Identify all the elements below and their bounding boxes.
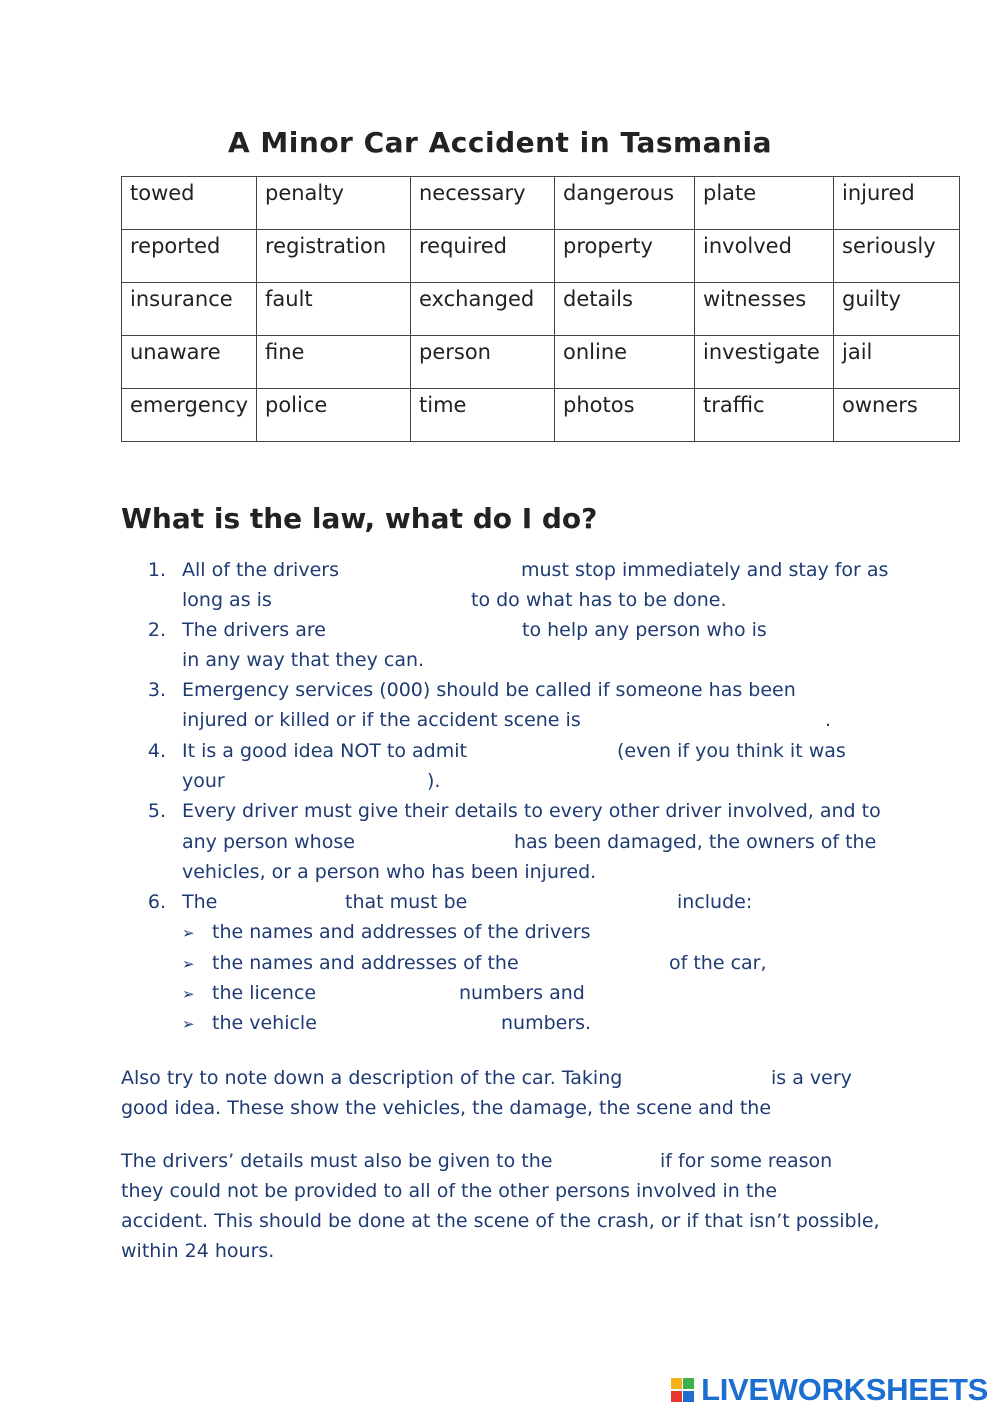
word-bank-cell: necessary [411, 177, 555, 230]
arrowhead-bullet-icon: ➢ [182, 985, 195, 1003]
item-text: long as is [182, 589, 272, 611]
bullet-text: the vehicle [212, 1012, 317, 1034]
word-bank-cell: plate [695, 177, 834, 230]
word-bank-table [121, 176, 960, 442]
arrowhead-bullet-icon: ➢ [182, 1015, 195, 1033]
item-text: All of the drivers [182, 559, 339, 581]
item-text: It is a good idea NOT to admit [182, 740, 467, 762]
item-text: in any way that they can. [182, 649, 425, 671]
item-text: Every driver must give their details to every other driver involved, and to [182, 800, 881, 822]
bullet-text: numbers and [459, 982, 585, 1004]
bullet-text: the names and addresses of the [212, 952, 519, 974]
item-text: has been damaged, the owners of the [514, 831, 877, 853]
word-bank-cell: property [555, 230, 695, 283]
word-bank-row [122, 177, 960, 230]
word-bank-cell: photos [555, 389, 695, 442]
bullet-text: the names and addresses of the drivers [212, 921, 591, 943]
word-bank-cell: witnesses [695, 283, 834, 336]
word-bank-cell: emergency [122, 389, 257, 442]
item-text: The [182, 891, 218, 913]
item-text: that must be [345, 891, 468, 913]
word-bank-cell: guilty [834, 283, 960, 336]
item-text: to help any person who is [522, 619, 767, 641]
paragraph-text: they could not be provided to all of the other persons involved in the [121, 1180, 778, 1202]
word-bank-cell: details [555, 283, 695, 336]
word-bank-cell: police [257, 389, 411, 442]
word-bank-cell: owners [834, 389, 960, 442]
word-bank-cell: time [411, 389, 555, 442]
word-bank-cell: jail [834, 336, 960, 389]
liveworksheets-logo-icon [671, 1377, 697, 1403]
word-bank-cell: online [555, 336, 695, 389]
item-number: 1. [147, 559, 166, 581]
word-bank-cell: unaware [122, 336, 257, 389]
item-number: 4. [147, 740, 166, 762]
item-text: vehicles, or a person who has been injured. [182, 861, 597, 883]
word-bank-cell: fine [257, 336, 411, 389]
paragraph-text: within 24 hours. [121, 1240, 275, 1262]
bullet-text: numbers. [501, 1012, 592, 1034]
paragraph-text: Also try to note down a description of the car. Taking [121, 1067, 623, 1089]
paragraph-text: accident. This should be done at the scene of the crash, or if that isn’t possible, [121, 1210, 880, 1232]
word-bank-cell: insurance [122, 283, 257, 336]
paragraph-text: good idea. These show the vehicles, the damage, the scene and the [121, 1097, 772, 1119]
word-bank-cell: traffic [695, 389, 834, 442]
worksheet-title: A Minor Car Accident in Tasmania [228, 126, 772, 159]
word-bank-cell: towed [122, 177, 257, 230]
item-text: ). [427, 770, 441, 792]
paragraph-text: The drivers’ details must also be given to the [121, 1150, 553, 1172]
word-bank-cell: dangerous [555, 177, 695, 230]
bullet-text: of the car, [669, 952, 767, 974]
item-number: 3. [147, 679, 166, 701]
word-bank-cell: exchanged [411, 283, 555, 336]
item-text: The drivers are [182, 619, 326, 641]
word-bank-row [122, 230, 960, 283]
word-bank-cell: injured [834, 177, 960, 230]
arrowhead-bullet-icon: ➢ [182, 924, 195, 942]
word-bank-cell: registration [257, 230, 411, 283]
word-bank-cell: involved [695, 230, 834, 283]
item-text: to do what has to be done. [471, 589, 727, 611]
item-number: 6. [147, 891, 166, 913]
arrowhead-bullet-icon: ➢ [182, 955, 195, 973]
word-bank-cell: fault [257, 283, 411, 336]
item-text: . [825, 709, 832, 731]
item-number: 2. [147, 619, 166, 641]
item-text: include: [677, 891, 753, 913]
word-bank-cell: seriously [834, 230, 960, 283]
word-bank-cell: penalty [257, 177, 411, 230]
paragraph-text: is a very [771, 1067, 852, 1089]
liveworksheets-logo[interactable] [671, 1373, 988, 1407]
word-bank-row [122, 283, 960, 336]
paragraph-text: if for some reason [660, 1150, 833, 1172]
word-bank-cell: reported [122, 230, 257, 283]
item-text: your [182, 770, 225, 792]
item-text: (even if you think it was [617, 740, 846, 762]
item-text: any person whose [182, 831, 355, 853]
word-bank-cell: person [411, 336, 555, 389]
item-text: injured or killed or if the accident scene is [182, 709, 581, 731]
item-text: Emergency services (000) should be called if someone has been [182, 679, 796, 701]
word-bank-cell: required [411, 230, 555, 283]
bullet-text: the licence [212, 982, 317, 1004]
item-number: 5. [147, 800, 166, 822]
item-text: must stop immediately and stay for as [521, 559, 889, 581]
section-heading: What is the law, what do I do? [121, 502, 598, 535]
word-bank-row [122, 336, 960, 389]
word-bank-cell: investigate [695, 336, 834, 389]
word-bank-row [122, 389, 960, 442]
logo-text: LIVEWORKSHEETS [701, 1372, 988, 1407]
